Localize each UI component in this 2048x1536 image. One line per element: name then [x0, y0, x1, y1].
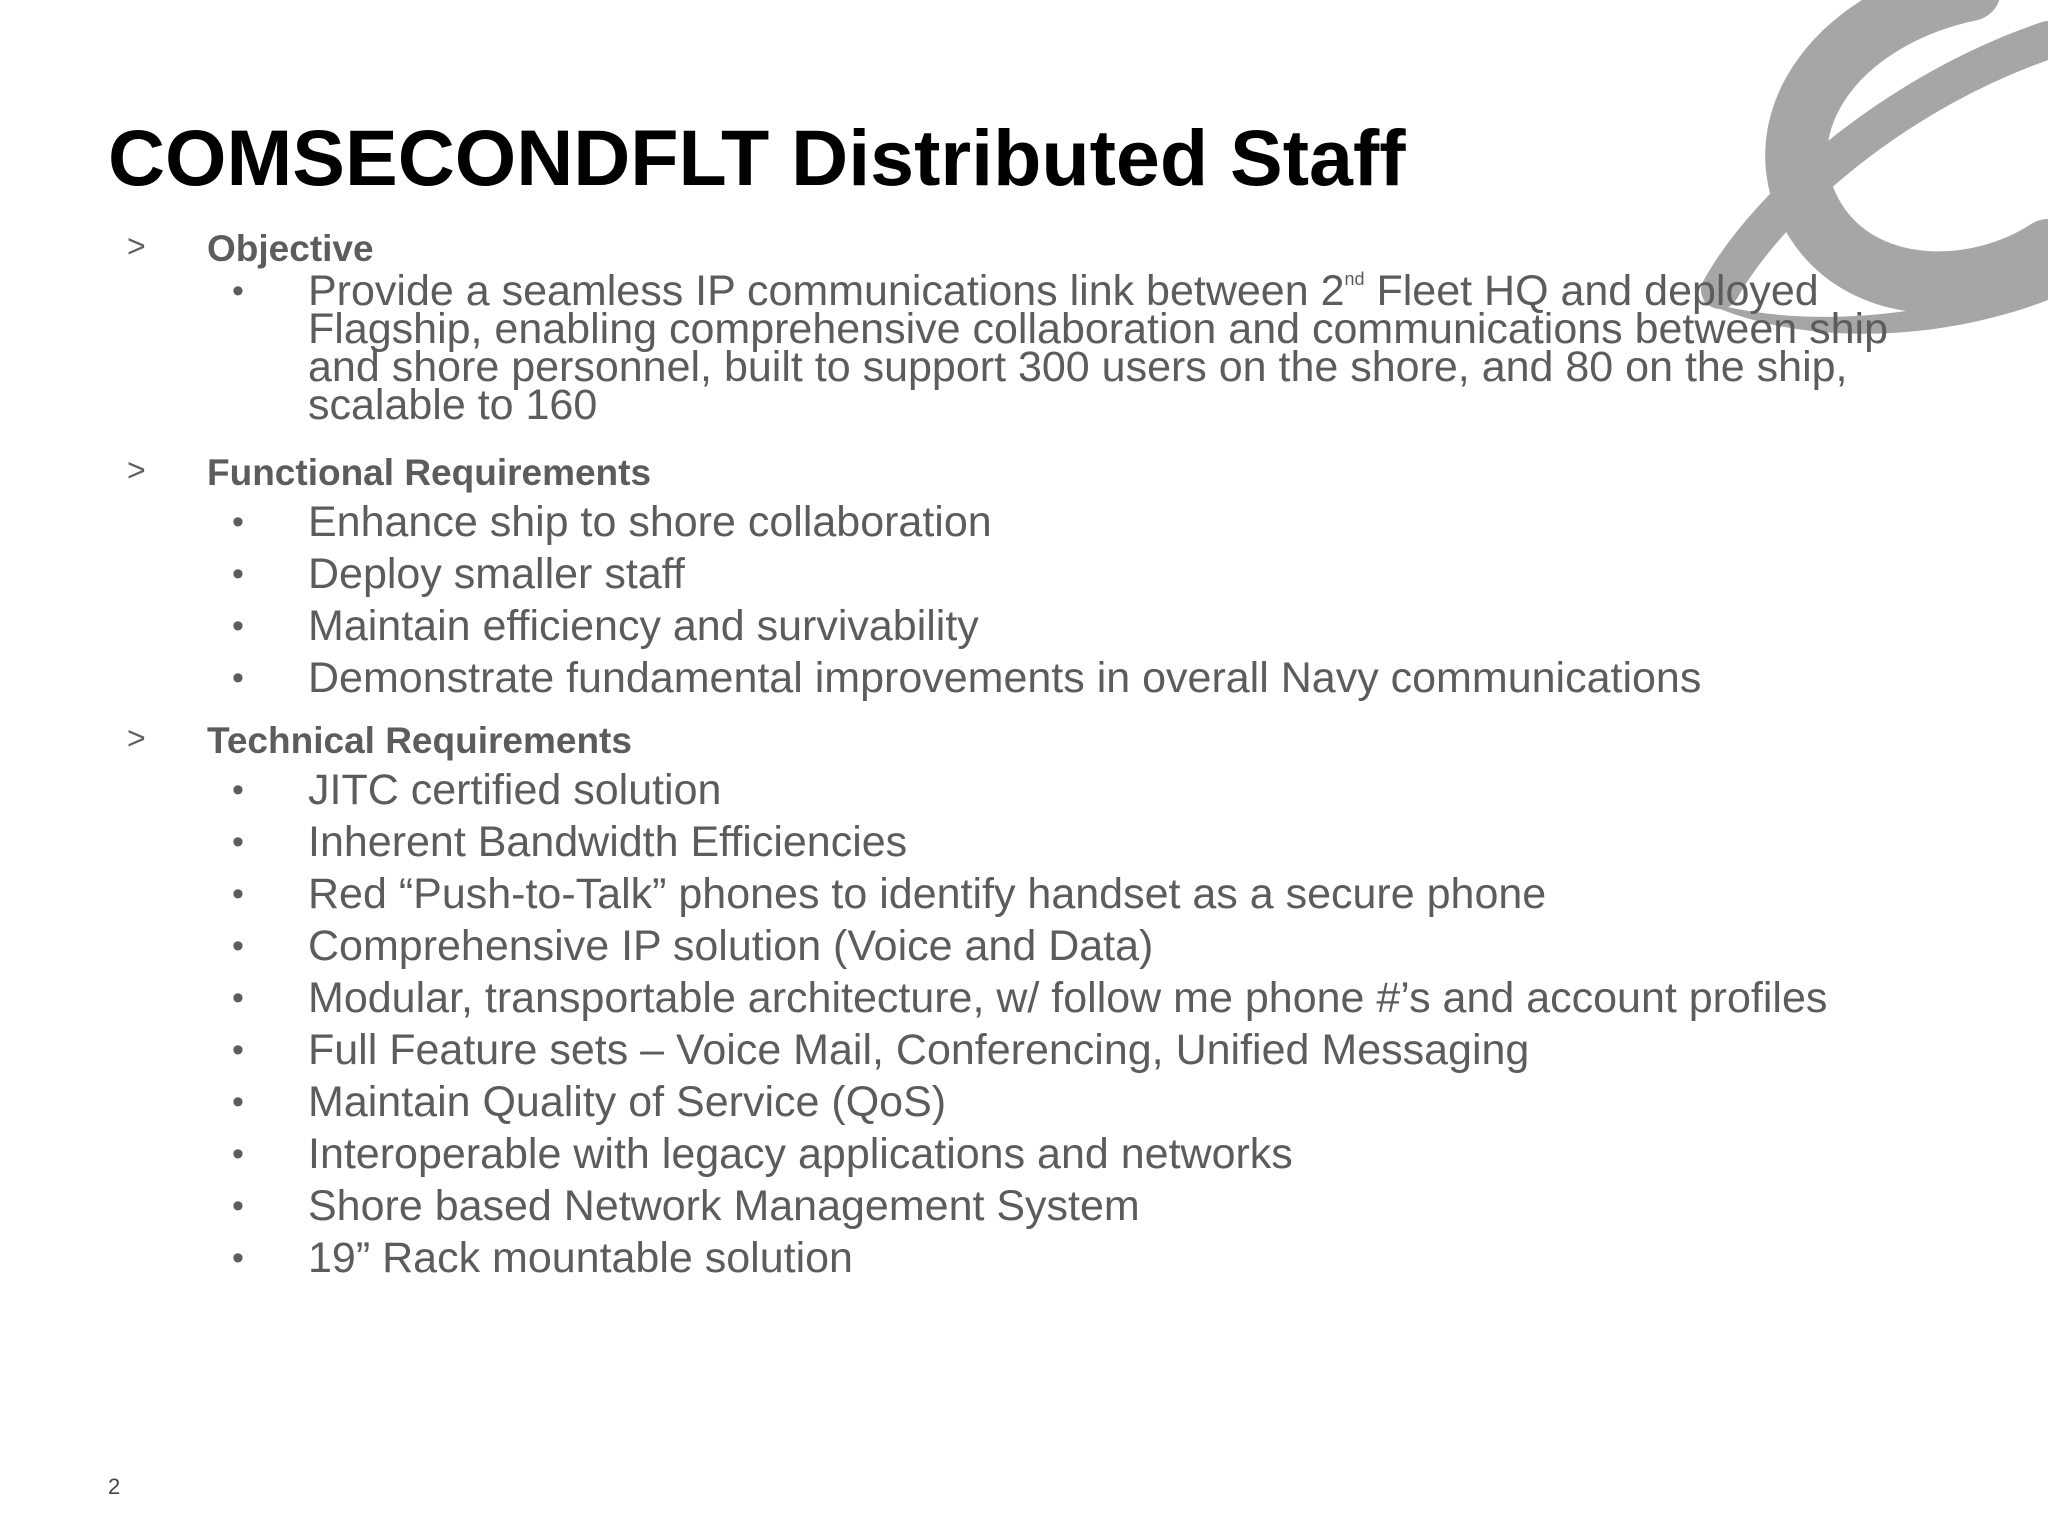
- objective-bullet: [0, 267, 2048, 432]
- bullet-icon: •: [232, 771, 244, 809]
- bullet-icon: •: [232, 555, 244, 593]
- objective-label: Objective: [207, 228, 374, 269]
- functional-header: [0, 452, 2048, 496]
- functional-section: [0, 452, 2048, 704]
- page-number: 2: [108, 1474, 121, 1499]
- bullet-icon: •: [232, 1239, 244, 1277]
- bullet-icon: •: [232, 1187, 244, 1225]
- arrow-bullet-icon: >: [127, 228, 146, 264]
- bullet-icon: •: [232, 607, 244, 645]
- list-item: • Comprehensive IP solution (Voice and Data): [232, 922, 1154, 970]
- functional-label: Functional Requirements: [207, 452, 652, 493]
- bullet-icon: •: [232, 927, 244, 965]
- list-item: • Demonstrate fundamental improvements in overall Navy communications: [232, 654, 1702, 702]
- list-item: • Deploy smaller staff: [232, 550, 685, 598]
- bullet-icon: •: [232, 503, 244, 541]
- list-item: • Maintain Quality of Service (QoS): [232, 1078, 947, 1126]
- bullet-icon: •: [232, 272, 244, 310]
- list-item: • Modular, transportable architecture, w/ follow me phone #’s and account profiles: [232, 974, 1828, 1022]
- list-item: • Maintain efficiency and survivability: [232, 602, 979, 650]
- list-item: • JITC certified solution: [232, 766, 722, 814]
- technical-label: Technical Requirements: [207, 720, 632, 761]
- list-item: • Red “Push-to-Talk” phones to identify handset as a secure phone: [232, 870, 1547, 918]
- list-item: • 19” Rack mountable solution: [232, 1234, 853, 1282]
- objective-section: [0, 228, 2048, 432]
- bullet-icon: •: [232, 979, 244, 1017]
- list-item: • Inherent Bandwidth Efficiencies: [232, 818, 908, 866]
- slide-title: COMSECONDFLT Distributed Staff: [108, 113, 1406, 202]
- bullet-icon: •: [232, 1135, 244, 1173]
- bullet-icon: •: [232, 823, 244, 861]
- list-item: • Enhance ship to shore collaboration: [232, 498, 992, 546]
- technical-header: [0, 720, 2048, 764]
- list-item: • Full Feature sets – Voice Mail, Conferencing, Unified Messaging: [232, 1026, 1530, 1074]
- list-item: • Interoperable with legacy applications and networks: [232, 1130, 1293, 1178]
- technical-list: [0, 764, 2048, 1284]
- bullet-icon: •: [232, 1031, 244, 1069]
- list-item: • Shore based Network Management System: [232, 1182, 1140, 1230]
- arrow-bullet-icon: >: [127, 720, 146, 756]
- functional-list: [0, 496, 2048, 704]
- bullet-icon: •: [232, 1083, 244, 1121]
- bullet-icon: •: [232, 875, 244, 913]
- objective-text: Provide a seamless IP communications link between 2nd Fleet HQ and deployed Flagship, enabling comprehensive collaboration and communications between ship and shore personnel, built to support 300 users on the shore, and 80 on the ship, scalable to 160: [308, 267, 1888, 429]
- technical-section: [0, 720, 2048, 1284]
- objective-header: [0, 228, 2048, 272]
- arrow-bullet-icon: >: [127, 452, 146, 488]
- bullet-icon: •: [232, 659, 244, 697]
